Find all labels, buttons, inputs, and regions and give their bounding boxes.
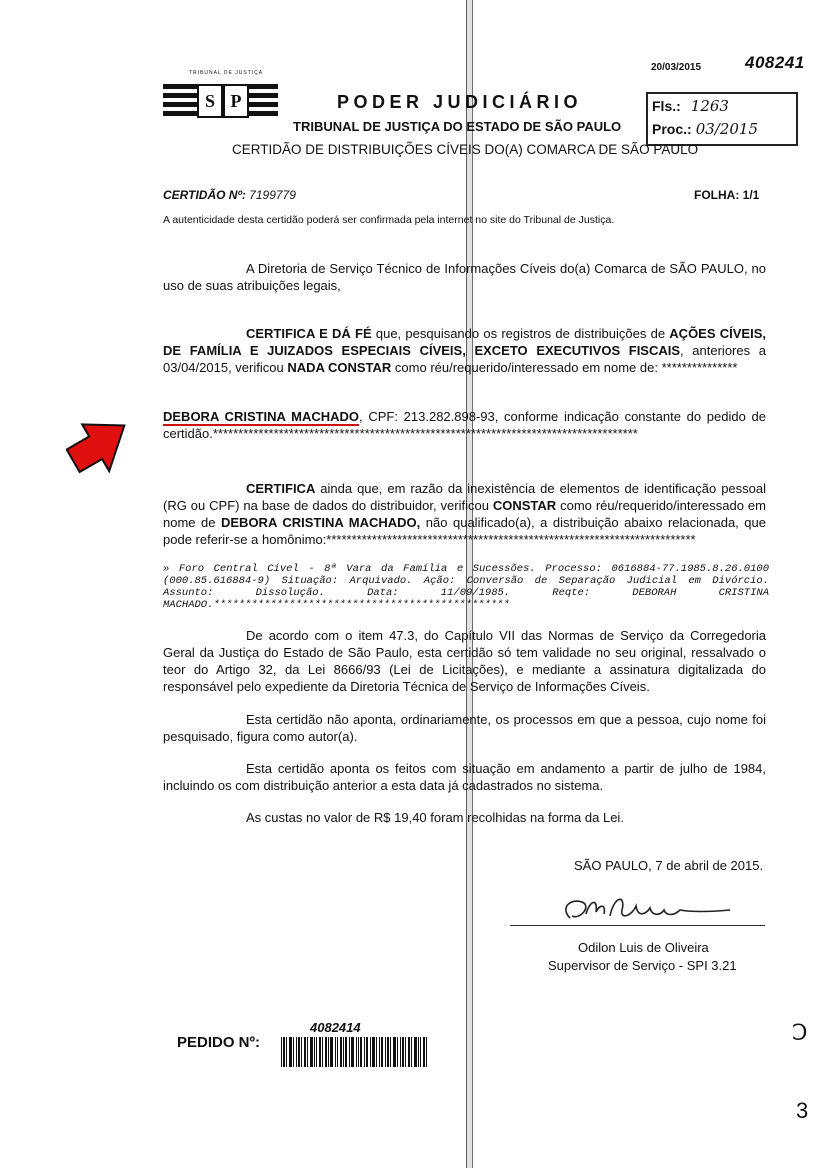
header-date: 20/03/2015	[651, 62, 702, 73]
logo-letter-s: S	[197, 84, 223, 118]
filing-stamp	[646, 92, 798, 146]
logo-letter-p: P	[223, 84, 249, 118]
tribunal-heading: TRIBUNAL DE JUSTIÇA DO ESTADO DE SÃO PAULO	[293, 119, 622, 134]
certificate-number-value: 7199779	[249, 188, 296, 202]
certificate-number	[163, 188, 296, 202]
paragraph-author-note: Esta certidão não aponta, ordinariamente, os processos em que a pessoa, cujo nome foi pesquisado, figura como autor(a).	[163, 712, 766, 744]
paragraph-homonym: CERTIFICA ainda que, em razão da inexistência de elementos de identificação pessoal (RG ou CPF) na base de dados do distribuidor, verificou CONSTAR como réu/requerido/interessado em nome de DEBORA CRISTINA MACHADO, não qualificado(a), a distribuição abaixo relacionada, que pode referir-se a homônimo:*************************************************************************	[163, 481, 766, 547]
place-and-date: SÃO PAULO, 7 de abril de 2015.	[574, 858, 764, 873]
certificate-subtitle: CERTIDÃO DE DISTRIBUIÇÕES CÍVEIS DO(A) COMARCA DE SÃO PAULO	[232, 142, 699, 157]
authenticity-note: A autenticidade desta certidão poderá ser confirmada pela internet no site do Tribunal de Justiça.	[163, 214, 615, 226]
order-number: 4082414	[310, 1020, 361, 1035]
paragraph-certifies: CERTIFICA E DÁ FÉ que, pesquisando os registros de distribuições de AÇÕES CÍVEIS, DE FAMÍLIA E JUIZADOS ESPECIAIS CÍVEIS, EXCETO EXECUTIVOS FISCAIS, anteriores a 03/04/2015, verificou NADA CONSTAR como réu/requerido/interessado em nome de: ***************	[163, 326, 766, 375]
stamp-fls-value: 1263	[690, 97, 729, 115]
stamp-proc-label: Proc.:	[652, 121, 692, 137]
handwritten-signature	[540, 890, 740, 930]
header-doc-number: 408241	[745, 53, 805, 72]
signer-role: Supervisor de Serviço - SPI 3.21	[548, 958, 737, 973]
stamp-proc-value: 03/2015	[695, 120, 759, 138]
court-logo	[163, 70, 278, 130]
barcode	[281, 1037, 431, 1067]
court-heading: PODER JUDICIÁRIO	[337, 92, 583, 112]
paragraph-period-note: Esta certidão aponta os feitos com situação em andamento a partir de julho de 1984, incluindo os com distribuição anterior a esta data já cadastrados no sistema.	[163, 761, 766, 793]
signer-name: Odilon Luis de Oliveira	[578, 940, 709, 955]
signature-line	[510, 925, 765, 926]
margin-mark: 3	[796, 1098, 809, 1123]
paragraph-person: DEBORA CRISTINA MACHADO, CPF: 213.282.898-93, conforme indicação constante do pedido de certidão.************************************************************************************	[163, 409, 766, 441]
paragraph-validity: De acordo com o item 47.3, do Capítulo VII das Normas de Serviço da Corregedoria Geral da Justiça do Estado de São Paulo, esta certidão só tem validade no seu original, ressalvado o teor do Artigo 32, da Lei 8666/93 (Lei de Licitações), e mediante a assinatura digitalizada do responsável pelo expediente da Diretoria Técnica de Serviço de Informações Cíveis.	[163, 628, 766, 694]
stamp-fls-label: Fls.:	[652, 98, 681, 114]
process-record: » Foro Central Cível - 8ª Vara da Família e Sucessões. Processo: 0616884-77.1985.8.26.0100 (000.85.616884-9) Situação: Arquivado. Ação: Conversão de Separação Judicial em Divórcio. Assunto: Dissolução. Data: 11/09/1985. Reqte: DEBORAH CRISTINA MACHADO.***********************************************	[163, 563, 769, 611]
paragraph-fees: As custas no valor de R$ 19,40 foram recolhidas na forma da Lei.	[246, 810, 624, 825]
page-count: FOLHA: 1/1	[694, 188, 760, 202]
logo-caption: TRIBUNAL DE JUSTIÇA	[189, 70, 264, 76]
margin-mark: Ↄ	[792, 1020, 808, 1045]
order-label: PEDIDO Nº:	[177, 1034, 260, 1051]
paragraph-directory: A Diretoria de Serviço Técnico de Informações Cíveis do(a) Comarca de SÃO PAULO, no uso de suas atribuições legais,	[163, 261, 766, 293]
person-name: DEBORA CRISTINA MACHADO	[163, 409, 360, 424]
red-arrow-icon	[66, 420, 136, 475]
certificate-label: CERTIDÃO Nº:	[163, 188, 246, 202]
